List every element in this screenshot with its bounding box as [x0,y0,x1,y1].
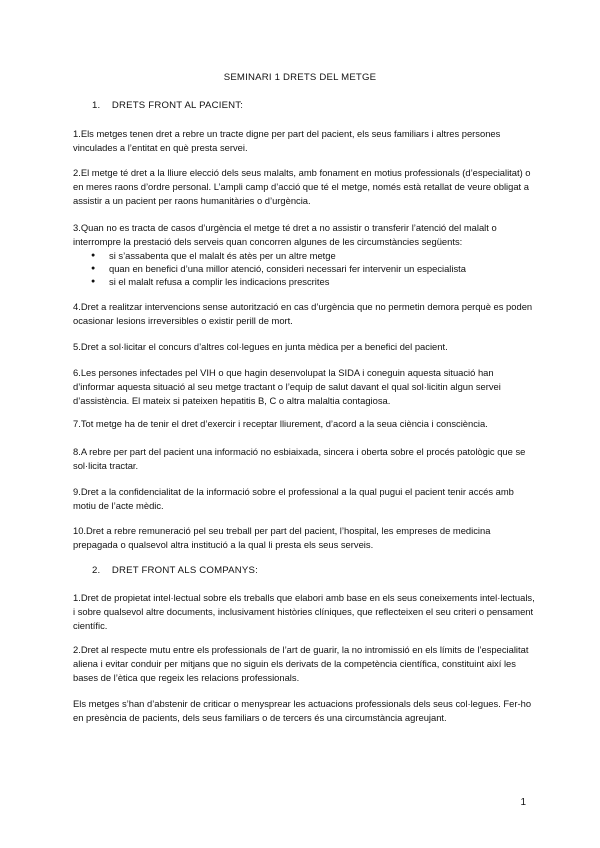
paragraph-6: 6.Les persones infectades pel VIH o que hagin desenvolupat la SIDA i coneguin aquesta situació han d’informar aquesta situació al seu metge tractant o l’equip de salut davant el qual sol·licitin algun servei d’assistència. El mateix si pateixen hepatitis B, C o altra malaltia contagiosa. [73,367,501,406]
paragraph-1: 1.Els metges tenen dret a rebre un tracte digne per part del pacient, els seus familiars i altres persones vinculades a l’entitat en què presta servei. [73,128,501,153]
page-number: 1 [520,797,526,808]
paragraph-companys-3: Els metges s’han d’abstenir de criticar o menysprear les actuacions professionals dels seus col·legues. Fer-ho en presència de pacients, dels seus familiars o de tercers és una circumstància agreujant. [73,698,532,723]
paragraph-9: 9.Dret a la confidencialitat de la informació sobre el professional a la qual pugui el pacient tenir accés amb motiu de l’acte mèdic. [73,486,514,511]
paragraph-2: 2.El metge té dret a la lliure elecció dels seus malalts, amb fonament en motius professionals (d’especialitat) o en meres raons d’ordre personal. L’ampli camp d’acció que té el metge, només està retallat de veure obligat a assistir a un pacient per raons humanitàries o d’urgència. [73,167,531,206]
paragraph-5: 5.Dret a sol·licitar el concurs d’altres col·legues en junta mèdica per a benefici del pacient. [73,341,448,352]
paragraph-7: 7.Tot metge ha de tenir el dret d’exercir i receptar lliurement, d’acord a la seua ciència i consciència. [73,418,488,429]
section-title: DRET FRONT ALS COMPANYS: [111,565,258,576]
paragraph-10: 10.Dret a rebre remuneració pel seu treball per part del pacient, l’hospital, les empreses de medicina prepagada o qualsevol altra institució a la qual li presta els seus serveis. [73,525,491,550]
paragraph-8: 8.A rebre per part del pacient una informació no esbiaixada, sincera i oberta sobre el procés patològic que se sol·licita tractar. [73,446,526,471]
section-number: 2. [92,565,101,576]
section-heading-companys [92,565,258,576]
paragraph-companys-2: 2.Dret al respecte mutu entre els professionals de l’art de guarir, la no intromissió en els límits de l’especialitat aliena i evitar conduir per mitjans que no siguin els derivats de la competència científica, constituint així les bases de l’ètica que regeix les relacions professionals. [73,644,529,683]
paragraph-3: 3.Quan no es tracta de casos d’urgència el metge té dret a no assistir o transferir l’atenció del malalt o interrompre la prestació dels serveis quan concorren algunes de les circumstàncies següents: [73,222,497,247]
list-item: ● quan en benefici d’una millor atenció, consideri necessari fer intervenir un especialista [73,262,535,275]
list-item: ● si el malalt refusa a complir les indicacions prescrites [73,275,535,288]
paragraph-4: 4.Dret a realitzar intervencions sense autorització en cas d’urgència que no permetin demora perquè es poden ocasionar lesions irreversibles o existir perill de mort. [73,301,533,326]
paragraph-companys-1: 1.Dret de propietat intel·lectual sobre els treballs que elabori amb base en els seus coneixements intel·lectuals, i sobre qualsevol altre documents, inclusivament històries clíniques, que reflecteixen el seu criteri o pensament científic. [73,592,535,631]
section-number: 1. [92,100,101,111]
section-title: DRETS FRONT AL PACIENT: [111,100,244,111]
document-title: SEMINARI 1 DRETS DEL METGE [223,72,377,83]
circumstances-list [73,249,535,288]
list-item: ● si s’assabenta que el malalt és atès per un altre metge [73,249,535,262]
section-heading-pacient [92,100,243,111]
